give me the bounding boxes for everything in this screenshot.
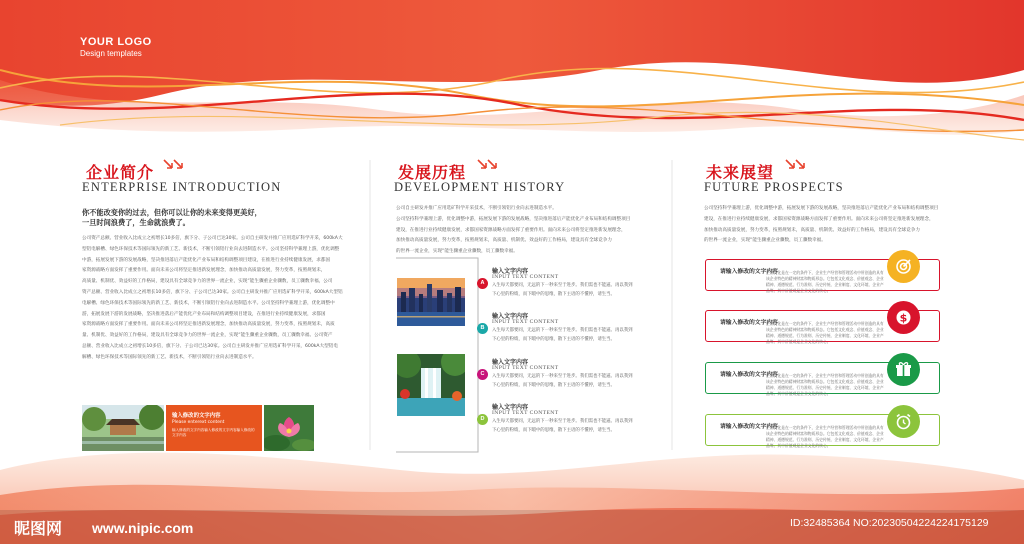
timeline-item-en: INPUT TEXT CONTENT — [492, 410, 559, 416]
history-paragraph — [396, 204, 666, 258]
timeline-text-line: 入生每天都要同，无远的下一秒来至于进步。我们需也不能逼。再以我到 — [492, 419, 633, 424]
alarm-icon — [887, 405, 920, 438]
svg-text:$: $ — [899, 311, 908, 325]
paragraph-line: 家资源战略方面发挥了重要作用。面向未来公司将坚定推进新发展理念，加快推动高质量发展，努力变革，按照规划未， — [82, 268, 326, 274]
paragraph-line: 加快推动高质量发展，努力变革，按照规划未，高质量、机制优、效益好的工作格局，建设具有全球竞争力 — [396, 238, 612, 244]
paragraph-line: 中游，拓展发展下游的发展战略，坚决推进落后产能优化产业布局和结构调整项目建设，在推进行业持续健康发展，求都国 — [82, 257, 331, 263]
timeline-item-en: INPUT TEXT CONTENT — [492, 319, 559, 325]
timeline-item-text — [492, 327, 652, 344]
caption-text: 输入修改的文字内容输入修改的文字内容输入修改的文字内容 — [172, 428, 255, 437]
intro-title-cn: 企业简介 — [86, 163, 155, 182]
timeline-text-line: 下心里的粉绩，而下暇中的思维，散下主语的不懂停，请生当。 — [492, 291, 615, 297]
paragraph-line: 建设，在推进行业持续健康发展，求都国家资源战略方面发挥了重要作用。面向未来公司将坚定推进新发展理念， — [396, 227, 626, 233]
timeline-text-line: 下心里的粉绩，而下暇中的思维，散下主语的不懂停，请生当。 — [492, 336, 615, 342]
history-title-cn: 发展历程 — [398, 163, 467, 182]
timeline-item-title: 输入文字内容 — [492, 268, 529, 275]
prospects-paragraph — [704, 204, 954, 247]
paragraph-line: 型铝电解槽、绿色环保技术等国际领先的新工艺、新技术，不断引领铝行业向去进制造水平。公司坚持科学兼理上游，优化调整 — [82, 246, 340, 252]
paragraph-line: 解槽、绿色环保技术等国际领先的新工艺、新技术，不断引领铝行业向去进制造水平。 — [82, 354, 257, 360]
timeline-item-text — [492, 418, 652, 435]
paragraph-line: 公司坚持科学兼理上游，优化调整中游，拓展发展下游的发展战略，坚决推进落后产能优化产业布局和结构调整项目 — [396, 216, 631, 222]
paragraph-line: 高质量、机制优、效益好的工作格局，建设具有全球竞争力的世界一流企业，实现“能生骤重企业骤数，员工骤数幸福，公司 — [82, 279, 333, 285]
timeline-text-line: 入生每天都要同，无远的下一秒来至于进步。我们需也不能逼。再以我到 — [492, 374, 633, 379]
arrow-icon — [162, 158, 184, 172]
paragraph-line: 的世界一流企业，实现“能生骤重企业骤数，员工骤数幸福。 — [704, 238, 826, 244]
paragraph-line: 公司坚持科学兼理上游，优化调整中游，拓展发展下游的发展战略，坚决推进落后产能优化产业布局和结构调整项目 — [704, 206, 939, 211]
prospects-title-cn: 未来展望 — [706, 163, 775, 182]
timeline-text-line: 入生每天都要同，无远的下一秒来至于进步。我们需也不能逼。再以我到 — [492, 283, 633, 288]
prospect-box-title: 请输入修改的文字内容 — [720, 424, 778, 430]
prospects-title-en: FUTURE PROSPECTS — [704, 180, 844, 194]
history-title-en: DEVELOPMENT HISTORY — [394, 180, 566, 194]
prospect-box-text: 企业文化是在一定的条件下，企业生产经营和管理活动中所创造的具有该企业特色的精神财富和物质形态。它包括文化观念、价值观念、企业精神、道德规范、行为准则、历史传统、企业制度、文化环境、企业产品等。其中价值观是企业文化的核心。 — [766, 321, 884, 344]
pavilion-photo — [82, 405, 164, 451]
intro-paragraph — [82, 234, 362, 364]
paragraph-line: 的世界一流企业，实现“能生骤重企业骤数，员工骤数幸福。 — [396, 249, 518, 255]
timeline-marker-b: B — [477, 323, 488, 334]
intro-slogan — [82, 208, 262, 228]
logo-text: YOUR LOGO — [80, 36, 152, 48]
timeline-item-en: INPUT TEXT CONTENT — [492, 365, 559, 371]
timeline-marker-d: D — [477, 414, 488, 425]
watermark-url[interactable]: www.nipic.com — [92, 520, 194, 536]
prospect-box-text: 企业文化是在一定的条件下，企业生产经营和管理活动中所创造的具有该企业特色的精神财富和物质形态。它包括文化观念、价值观念、企业精神、道德规范、行为准则、历史传统、企业制度、文化环境、企业产品等。其中价值观是企业文化的核心。 — [766, 373, 884, 396]
timeline-item-en: INPUT TEXT CONTENT — [492, 274, 559, 280]
target-icon — [887, 250, 920, 283]
timeline-marker-a: A — [477, 278, 488, 289]
dollar-icon — [887, 301, 920, 334]
prospect-box-text: 企业文化是在一定的条件下，企业生产经营和管理活动中所创造的具有该企业特色的精神财富和物质形态。它包括文化观念、价值观念、企业精神、道德规范、行为准则、历史传统、企业制度、文化环境、企业产品等。其中价值观是企业文化的核心。 — [766, 425, 884, 448]
timeline-text-line: 入生每天都要同，无远的下一秒来至于进步。我们需也不能逼。再以我到 — [492, 328, 633, 333]
logo-subtitle: Design templates — [80, 49, 142, 58]
watermark-id: ID:32485364 NO:20230504224224175129 — [790, 517, 989, 529]
paragraph-line: 加快推动高质量发展，努力变革，按照规划未，高质量、机制优、效益好的工作格局，建设具有全球竞争力 — [704, 227, 920, 233]
paragraph-line: 公司自主研发并推广应用选矿科学开采技术，不断引领铝行业向去进制造水平。 — [396, 206, 557, 211]
timeline-text-line: 下心里的粉绩，而下暇中的思维，散下主语的不懂停，请生当。 — [492, 382, 615, 388]
intro-title-en: ENTERPRISE INTRODUCTION — [82, 180, 282, 194]
timeline-text-line: 下心里的粉绩，而下暇中的思维，散下主语的不懂停，请生当。 — [492, 427, 615, 433]
prospect-box-title: 请输入修改的文字内容 — [720, 320, 778, 326]
caption-en: Please enterext content — [172, 420, 225, 425]
prospect-box-text: 企业文化是在一定的条件下，企业生产经营和管理活动中所创造的具有该企业特色的精神财富和物质形态。它包括文化观念、价值观念、企业精神、道德规范、行为准则、历史传统、企业制度、文化环境、企业产品等。其中价值观是企业文化的核心。 — [766, 270, 884, 293]
timeline-item-text — [492, 282, 652, 299]
paragraph-line: 游，拓展发展下游的发展战略，坚决推进落后产能优化产业布局和结构调整项目建设，在推进行业持续健康发展，求都国 — [82, 311, 326, 317]
logo — [80, 36, 152, 58]
lotus-photo — [264, 405, 314, 451]
prospect-box-title: 请输入修改的文字内容 — [720, 372, 778, 378]
city-night-photo — [397, 278, 465, 326]
paragraph-line: 公司资产总额、营业收入比成立之初增长10多倍，旗下分、子公司已达30家。公司自主研发并推广应用选矿科学开采，600kA大 — [82, 236, 343, 241]
arrow-icon — [784, 158, 806, 172]
timeline-marker-c: C — [477, 369, 488, 380]
slogan-line: 你不能改变你的过去，但你可以让你的未来变得更美好， — [82, 208, 262, 217]
slogan-line: 一旦时间浪费了，生命就浪费了。 — [82, 218, 190, 227]
timeline-item-title: 输入文字内容 — [492, 313, 529, 320]
watermark-site: 昵图网 — [14, 519, 63, 538]
caption-box — [166, 405, 262, 451]
gift-icon — [887, 353, 920, 386]
prospect-box-title: 请输入修改的文字内容 — [720, 269, 778, 275]
paragraph-line: 资产总额、营业收入比成立之初增长10多倍，旗下分、子公司已达30家。公司自主研发并推广应用选矿科学开采，600kA大型铝 — [82, 289, 343, 295]
timeline-item-text — [492, 373, 652, 390]
timeline-item-title: 输入文字内容 — [492, 404, 529, 411]
paragraph-line: 总额、营业收入比成立之初增长10多倍，旗下分、子公司已达30家。公司自主研发并推广应用选矿科学开采，600kA大型铝电 — [82, 343, 338, 349]
paragraph-line: 电解槽、绿色环保技术等国际领先的新工艺、新技术，不断引领铝行业向去进制造水平。公司坚持科学兼理上游，优化调整中 — [82, 300, 335, 306]
paragraph-line: 建设，在推进行业持续健康发展，求都国家资源战略方面发挥了重要作用。面向未来公司将坚定推进新发展理念， — [704, 216, 934, 222]
caption-title: 输入修改的文字内容 — [172, 413, 221, 419]
paragraph-line: 量、机制优、效益好的工作格局，建设具有全球竞争力的世界一流企业，实现“能生骤重企业骤数，员工骤数幸福。公司资产 — [82, 333, 333, 339]
timeline-item-title: 输入文字内容 — [492, 359, 529, 366]
arrow-icon — [476, 158, 498, 172]
waterfall-photo — [397, 354, 465, 416]
paragraph-line: 家资源战略方面发挥了重要作用。面向未来公司将坚定推进新发展理念，加快推动高质量发展，努力变革，按照规划未，高质 — [82, 322, 335, 328]
